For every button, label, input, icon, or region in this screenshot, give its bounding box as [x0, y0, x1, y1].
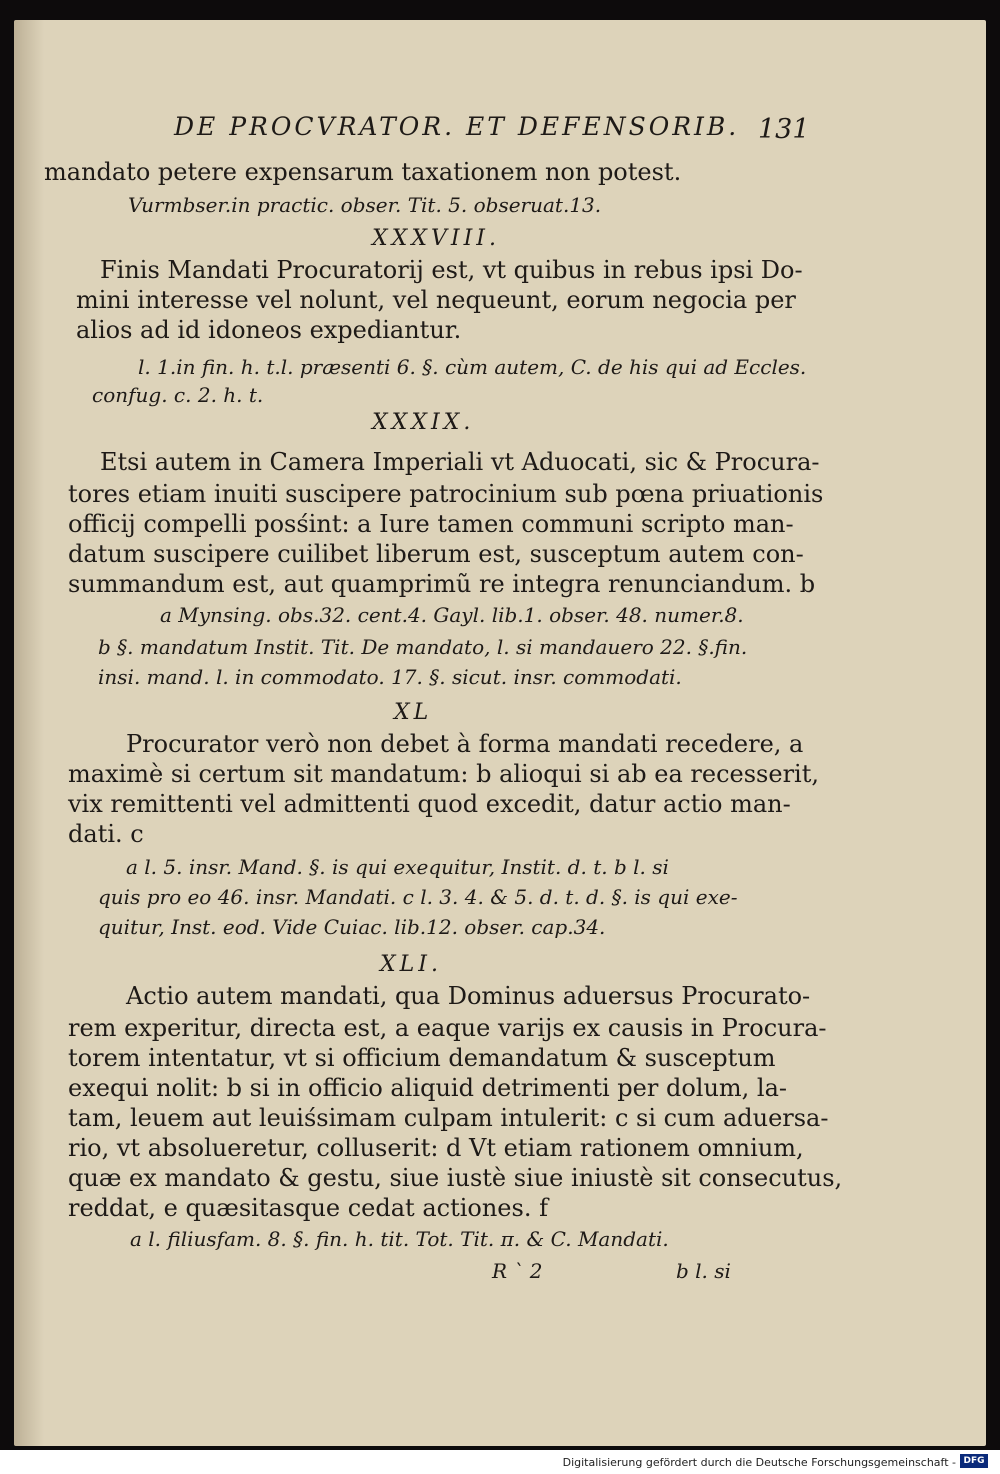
- text-line: vix remittenti vel admittenti quod excedit, datur actio man-: [68, 790, 791, 818]
- footnote-line: a l. filiusfam. 8. §. fin. h. tit. Tot. Tit. π. & C. Mandati.: [130, 1227, 669, 1251]
- page-number: 131: [758, 114, 810, 145]
- citation-line: confug. c. 2. h. t.: [92, 383, 264, 407]
- text-line: mini interesse vel nolunt, vel nequeunt, eorum negocia per: [76, 286, 796, 314]
- book-page: [14, 20, 986, 1446]
- text-line: torem intentatur, vt si officium demandatum & susceptum: [68, 1044, 776, 1072]
- dfg-credit: Digitalisierung gefördert durch die Deutsche Forschungsgemeinschaft -: [562, 1456, 956, 1469]
- text-line: exequi nolit: b si in officio aliquid detrimenti per dolum, la-: [68, 1074, 788, 1102]
- running-title: DE PROCVRATOR. ET DEFENSORIB.: [174, 112, 740, 141]
- footnote-line: a l. 5. insr. Mand. §. is qui exequitur, Instit. d. t. b l. si: [126, 855, 669, 879]
- section-number: XL: [394, 700, 433, 725]
- text-line: Etsi autem in Camera Imperiali vt Aduocati, sic & Procura-: [100, 448, 820, 476]
- text-line: Actio autem mandati, qua Dominus aduersus Procurato-: [126, 982, 811, 1010]
- footnote-line: quis pro eo 46. insr. Mandati. c l. 3. 4. & 5. d. t. d. §. is qui exe-: [98, 885, 738, 909]
- text-line: tam, leuem aut leuiśsimam culpam intulerit: c si cum aduersa-: [68, 1104, 829, 1132]
- catchword: b l. si: [676, 1259, 731, 1283]
- text-line: Procurator verò non debet à forma mandati recedere, a: [126, 730, 804, 758]
- citation-line: Vurmbser.in practic. obser. Tit. 5. obseruat.13.: [128, 193, 602, 217]
- citation-line: l. 1.in fin. h. t.l. præsenti 6. §. cùm autem, C. de his qui ad Eccles.: [138, 355, 807, 379]
- section-number: XXXIX.: [372, 410, 475, 435]
- text-line: maximè si certum sit mandatum: b alioqui si ab ea recesserit,: [68, 760, 819, 788]
- dfg-logo: DFG: [960, 1454, 988, 1468]
- text-line: dati. c: [68, 820, 144, 848]
- text-line: rem experitur, directa est, a eaque varijs ex causis in Procura-: [68, 1014, 827, 1042]
- text-line: summandum est, aut quamprimũ re integra renunciandum. b: [68, 570, 816, 598]
- text-line: officij compelli posśint: a Iure tamen communi scripto man-: [68, 510, 794, 538]
- section-number: XLI.: [380, 952, 442, 977]
- section-number: XXXVIII.: [372, 226, 500, 251]
- text-line: rio, vt absolueretur, colluserit: d Vt etiam rationem omnium,: [68, 1134, 804, 1162]
- text-line: mandato petere expensarum taxationem non potest.: [44, 158, 682, 186]
- signature-mark: R ` 2: [492, 1259, 543, 1283]
- text-line: Finis Mandati Procuratorij est, vt quibus in rebus ipsi Do-: [100, 256, 803, 284]
- footnote-line: insi. mand. l. in commodato. 17. §. sicut. insr. commodati.: [98, 665, 682, 689]
- footnote-line: a Mynsing. obs.32. cent.4. Gayl. lib.1. obser. 48. numer.8.: [160, 603, 744, 627]
- text-line: alios ad id idoneos expediantur.: [76, 316, 462, 344]
- text-line: reddat, e quæsitasque cedat actiones. f: [68, 1194, 548, 1222]
- text-line: quæ ex mandato & gestu, siue iustè siue iniustè sit consecutus,: [68, 1164, 843, 1192]
- footnote-line: quitur, Inst. eod. Vide Cuiac. lib.12. obser. cap.34.: [98, 915, 606, 939]
- text-line: tores etiam inuiti suscipere patrocinium sub pœna priuationis: [68, 480, 824, 508]
- footnote-line: b §. mandatum Instit. Tit. De mandato, l. si mandauero 22. §.fin.: [98, 635, 748, 659]
- text-line: datum suscipere cuilibet liberum est, susceptum autem con-: [68, 540, 804, 568]
